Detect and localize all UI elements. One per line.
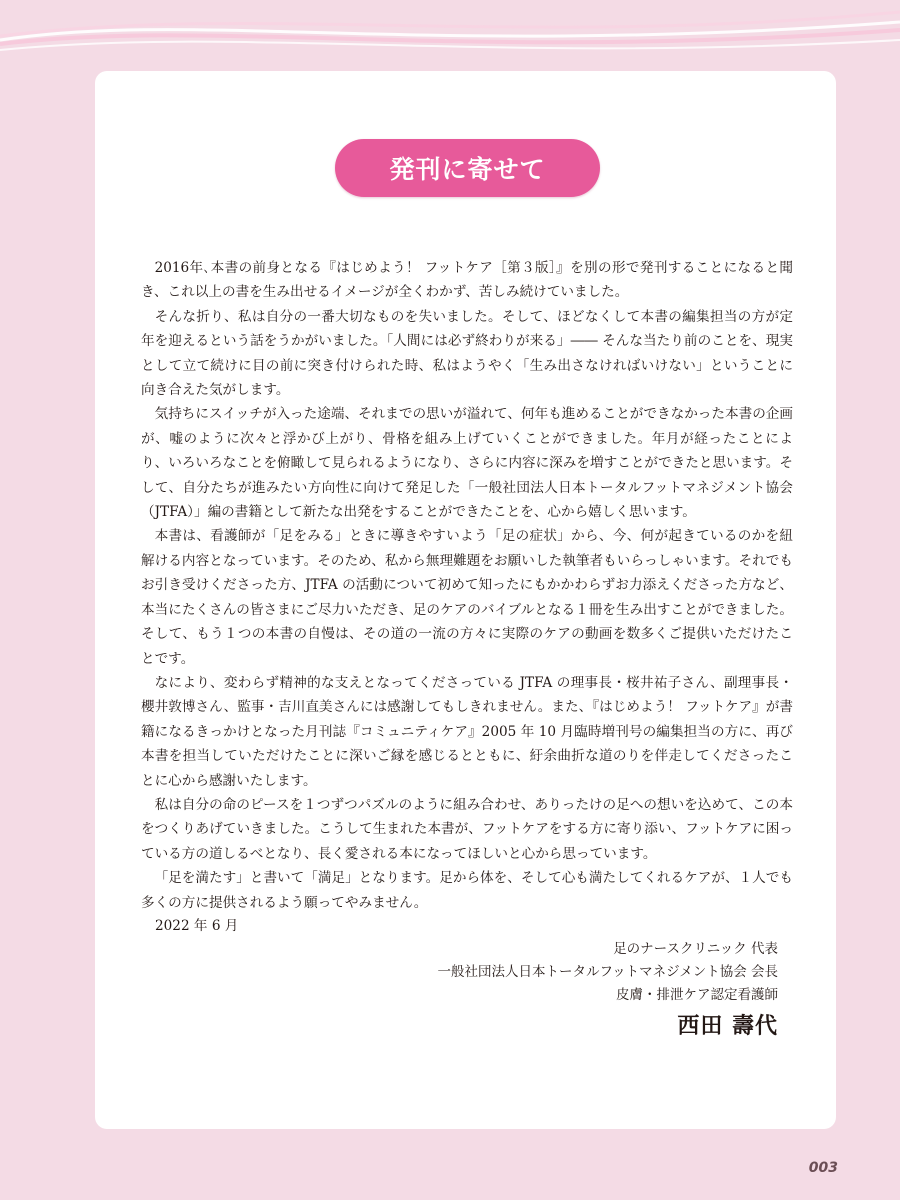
paragraph-4: 本書は、看護師が「足をみる」ときに導きやすいよう「足の症状」から、今、何が起きているのかを紐解ける内容となっています。そのため、私から無理難題をお願いした執筆者もいらっしゃいます。それでもお引き受けくださった方、JTFA の活動について初めて知ったにもかかわらずお力添えくださった方など、本当にたくさんの皆さまにご尽力いただき、足のケアのバイブルとなる１冊を生み出すことができました。そして、もう１つの本書の自慢は、その道の一流の方々に実際のケアの動画を数多くご提供いただけたことです。 [141,528,793,667]
page-title: 発刊に寄せて [335,139,600,197]
signature-affiliation-clinic: 足のナースクリニック 代表 [613,941,778,957]
paragraph-1: 2016年､本書の前身となる『はじめよう！ フットケア［第３版］』を別の形で発刊することになると聞き、これ以上の書を生み出せるイメージが全くわかず、苦しみ続けていました。 [141,260,793,301]
paragraph-5: なにより、変わらず精神的な支えとなってくださっている JTFA の理事長・桜井祐子さん、副理事長・櫻井敦博さん、監事・吉川直美さんには感謝してもしきれません。また、『はじめよう！ フットケア』が書籍になるきっかけとなった月刊誌『コミュニティケア』2005 年 10 月臨時増刊号の編集担当の方に、再び本書を担当していただけたことに深いご縁を感じるとともに、紆余曲折な道のりを伴走してくださったことに心から感謝いたします。 [141,674,793,789]
paragraph-6: 私は自分の命のピースを１つずつパズルのように組み合わせ、ありったけの足への想いを込めて、この本をつくりあげていきました。こうして生まれた本書が、フットケアをする方に寄り添い、フットケアに困っている方の道しるべとなり、長く愛される本になってほしいと心から思っています。 [141,796,793,862]
page-number: 003 [808,1160,838,1176]
signature-name: 西田 壽代 [677,1013,778,1039]
paragraph-3: 気持ちにスイッチが入った途端、それまでの思いが溢れて、何年も進めることができなかった本書の企画が、嘘のように次々と浮かび上がり、骨格を組み上げていくことができました。年月が経ったことにより、いろいろなことを俯瞰して見られるようになり、さらに内容に深みを増すことができたと思います。そして、自分たちが進みたい方向性に向けて発足した「一般社団法人日本トータルフットマネジメント協会（JTFA）」編の書籍として新たな出発をすることができたことを、心から嬉しく思います。 [141,406,793,521]
body-text [141,256,793,915]
decorative-wave-banner [0,0,900,70]
date: 2022 年 6 月 [155,918,239,934]
signature-qualification: 皮膚・排泄ケア認定看護師 [616,987,778,1003]
paragraph-2: そんな折り、私は自分の一番大切なものを失いました。そして、ほどなくして本書の編集担当の方が定年を迎えるという話をうかがいました。「人間には必ず終わりが来る」―― そんな当たり前のことを、現実として立て続けに目の前に突き付けられた時、私はようやく「生み出さなければいけない」ということに向き合えた気がします。 [141,308,793,399]
signature-affiliation-association: 一般社団法人日本トータルフットマネジメント協会 会長 [437,964,778,980]
paragraph-7: 「足を満たす」と書いて「満足」となります。足から体を、そして心も満たしてくれるケアが、１人でも多くの方に提供されるよう願ってやみません。 [141,870,793,911]
